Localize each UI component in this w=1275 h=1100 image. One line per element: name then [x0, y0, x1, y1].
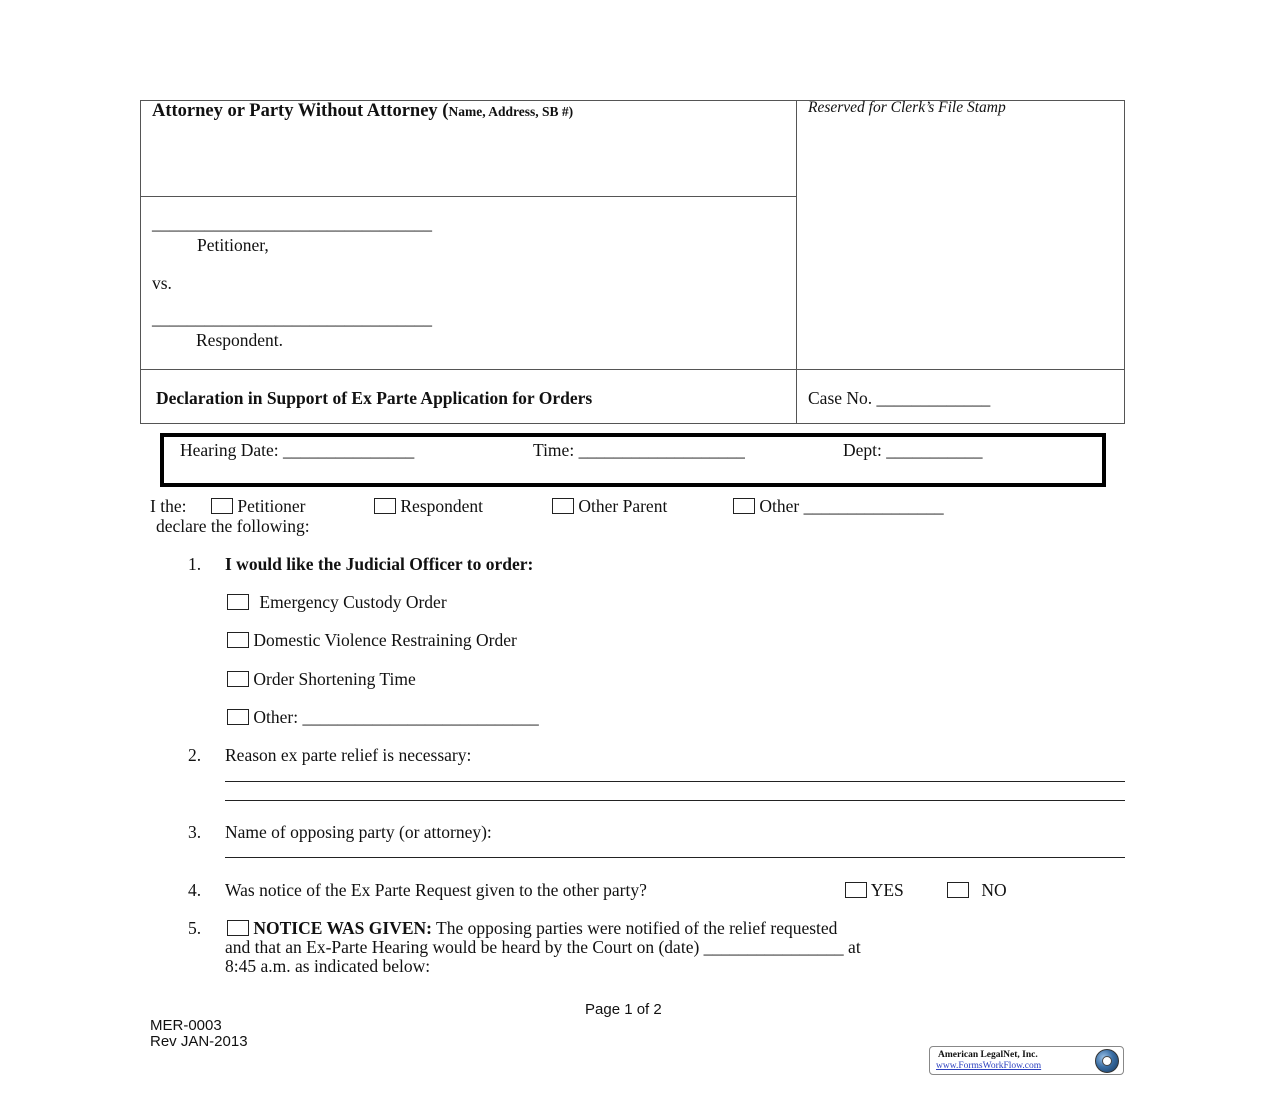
order-option-shortening-time: Order Shortening Time: [227, 669, 416, 690]
document-title: Declaration in Support of Ex Parte Application for Orders: [156, 388, 593, 408]
other-order-checkbox[interactable]: [227, 709, 249, 725]
hearing-date-input[interactable]: _______________: [283, 440, 415, 460]
hearing-dept-label: Dept:: [843, 440, 882, 460]
clerk-stamp-area: [800, 125, 1120, 365]
petitioner-name-line[interactable]: ________________________________: [152, 213, 432, 233]
notice-given-checkbox[interactable]: [227, 920, 249, 936]
notice-no-option: NO: [947, 880, 1007, 901]
hearing-dept-input[interactable]: ___________: [886, 440, 983, 460]
form-number: MER-0003: [150, 1017, 222, 1034]
item-5-line-2: and that an Ex-Parte Hearing would be heard by the Court on (date) ________________ at: [225, 937, 861, 957]
item-5-line-1: NOTICE WAS GIVEN: The opposing parties were notified of the relief requested: [227, 918, 837, 939]
declarant-option-petitioner: Petitioner: [211, 496, 305, 517]
hearing-date-label: Hearing Date:: [180, 440, 279, 460]
item-5-line-3: 8:45 a.m. as indicated below:: [225, 956, 431, 976]
emergency-custody-checkbox[interactable]: [227, 594, 249, 610]
versus-label: vs.: [152, 273, 172, 293]
respondent-checkbox[interactable]: [374, 498, 396, 514]
petitioner-label: Petitioner,: [197, 235, 269, 255]
respondent-name-line[interactable]: ________________________________: [152, 308, 432, 328]
declare-text: declare the following:: [156, 516, 310, 536]
case-number-field: [808, 388, 990, 409]
other-parent-checkbox[interactable]: [552, 498, 574, 514]
hearing-dept-field: [843, 440, 983, 461]
declarant-option-other-parent: Other Parent: [552, 496, 667, 517]
item-1-number: 1.: [188, 554, 202, 574]
declarant-prefix: I the:: [150, 496, 187, 516]
american-legalnet-logo: [929, 1046, 1124, 1075]
hearing-time-label: Time:: [533, 440, 575, 460]
item-4-number: 4.: [188, 880, 202, 900]
logo-url-link[interactable]: www.FormsWorkFlow.com: [936, 1061, 1042, 1071]
other-declarant-checkbox[interactable]: [733, 498, 755, 514]
item-3-label: Name of opposing party (or attorney):: [225, 822, 492, 842]
item-4-label: Was notice of the Ex Parte Request given to the other party?: [225, 880, 647, 900]
respondent-label: Respondent.: [196, 330, 284, 350]
page-number: Page 1 of 2: [585, 1001, 662, 1018]
item-5-number: 5.: [188, 918, 202, 938]
form-revision: Rev JAN-2013: [150, 1033, 248, 1050]
dv-restraining-checkbox[interactable]: [227, 632, 249, 648]
clerk-stamp-label: Reserved for Clerk’s File Stamp: [808, 99, 1006, 116]
reason-input-line-1[interactable]: [225, 781, 1125, 782]
globe-icon: [1095, 1049, 1119, 1073]
order-option-dv-restraining: Domestic Violence Restraining Order: [227, 630, 517, 651]
case-number-input[interactable]: _____________: [876, 388, 991, 408]
notice-yes-checkbox[interactable]: [845, 882, 867, 898]
item-1-heading: I would like the Judicial Officer to order:: [225, 554, 534, 574]
other-order-input[interactable]: ___________________________: [302, 707, 539, 727]
order-option-other: Other: ___________________________: [227, 707, 539, 728]
hearing-date-field: [180, 440, 414, 461]
attorney-input-area[interactable]: [150, 125, 790, 193]
order-option-emergency-custody: Emergency Custody Order: [227, 592, 447, 613]
declarant-option-respondent: Respondent: [374, 496, 483, 517]
item-2-label: Reason ex parte relief is necessary:: [225, 745, 472, 765]
hearing-time-input[interactable]: ___________________: [578, 440, 745, 460]
item-2-number: 2.: [188, 745, 202, 765]
reason-input-line-2[interactable]: [225, 800, 1125, 801]
petitioner-checkbox[interactable]: [211, 498, 233, 514]
notice-yes-option: YES: [845, 880, 904, 901]
item-3-number: 3.: [188, 822, 202, 842]
notice-hearing-date-input[interactable]: ________________: [703, 937, 844, 957]
notice-no-checkbox[interactable]: [947, 882, 969, 898]
other-declarant-input[interactable]: ________________: [803, 496, 944, 516]
attorney-field-label: Attorney or Party Without Attorney (Name, Address, SB #): [152, 101, 574, 121]
attorney-section-divider: [140, 196, 797, 197]
globe-center-icon: [1102, 1056, 1112, 1066]
title-row-divider: [140, 369, 1125, 370]
opposing-party-input-line[interactable]: [225, 857, 1125, 858]
notice-given-label: NOTICE WAS GIVEN:: [253, 918, 432, 938]
logo-company-name: American LegalNet, Inc.: [938, 1050, 1038, 1060]
case-number-label: Case No.: [808, 388, 873, 408]
order-shortening-time-checkbox[interactable]: [227, 671, 249, 687]
caption-column-divider: [796, 100, 797, 424]
hearing-time-field: [533, 440, 745, 461]
declarant-option-other: Other ________________: [733, 496, 944, 517]
